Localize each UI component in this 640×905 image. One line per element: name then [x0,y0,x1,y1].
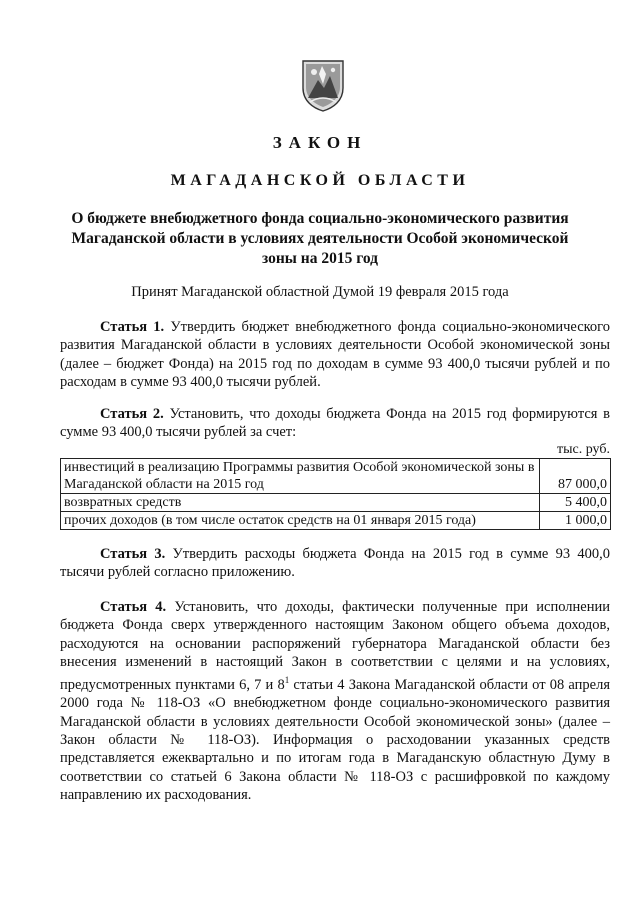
article-3-label: Статья 3. [100,546,166,562]
income-source-label: возвратных средств [61,494,540,512]
footnote-superscript: 1 [284,675,290,686]
table-units: тыс. руб. [557,442,610,457]
article-1-text: Утвердить бюджет внебюджетного фонда социально-экономического развития Магаданской области в условиях деятельности Особой экономической зоны (далее – бюджет Фонда) на 2015 год по доходам в сумме 93 400,0 тысячи рублей и по расходам в сумме 93 400,0 тысячи рублей. [60,319,611,390]
document-type-heading: ЗАКОН [272,133,368,152]
income-source-label: прочих доходов (в том числе остаток средств на 01 января 2015 года) [61,512,540,530]
income-source-value: 1 000,0 [540,512,611,530]
law-title: О бюджете внебюджетного фонда социально-экономического развития Магаданской области в условиях деятельности Особой экономической зоны на 2015 год [71,210,569,267]
income-source-label: инвестиций в реализацию Программы развития Особой экономической зоны в Магаданской области на 2015 год [61,459,540,494]
table-row [61,494,611,512]
income-table [60,458,611,530]
income-source-value: 5 400,0 [540,494,611,512]
article-2-label: Статья 2. [100,406,164,422]
table-row [61,459,611,494]
article-4-text-after: статьи 4 Закона Магаданской области от 08 апреля 2000 года № 118-ОЗ «О внебюджетном фонде социально-экономического развития Магаданской области в условиях деятельности Особой экономической зоны» (далее – Закон области № 118-ОЗ). Информация о расходовании указанных средств представляется ежеквартально и по итогам года в Магаданскую областную Думу в соответствии со статьей 6 Закона области № 118-ОЗ с расшифровкой по каждому направлению их расходования. [60,677,611,803]
income-source-value: 87 000,0 [540,459,611,494]
article-1 [60,318,610,391]
adoption-note: Принят Магаданской областной Думой 19 февраля 2015 года [131,284,509,300]
article-1-label: Статья 1. [100,319,165,335]
article-3 [60,545,610,582]
article-4-label: Статья 4. [100,599,167,615]
article-4-text-before: Установить, что доходы, фактически полученные при исполнении бюджета Фонда сверх утвержденного настоящим Законом общего объема доходов, расходуются на основании распоряжений губернатора Магаданской области без внесения изменений в настоящий Закон в соответствии с целями и на условиях, предусмотренных пунктами 6, 7 и 8 [60,599,610,694]
table-row [61,512,611,530]
region-heading: МАГАДАНСКОЙ ОБЛАСТИ [170,172,470,189]
article-2-text: Установить, что доходы бюджета Фонда на 2015 год формируются в сумме 93 400,0 тысячи рублей за счет: [60,406,611,441]
article-4 [60,598,610,804]
article-3-text: Утвердить расходы бюджета Фонда на 2015 год в сумме 93 400,0 тысячи рублей согласно приложению. [60,546,611,581]
coat-of-arms-emblem [300,58,346,112]
article-2 [60,405,610,442]
